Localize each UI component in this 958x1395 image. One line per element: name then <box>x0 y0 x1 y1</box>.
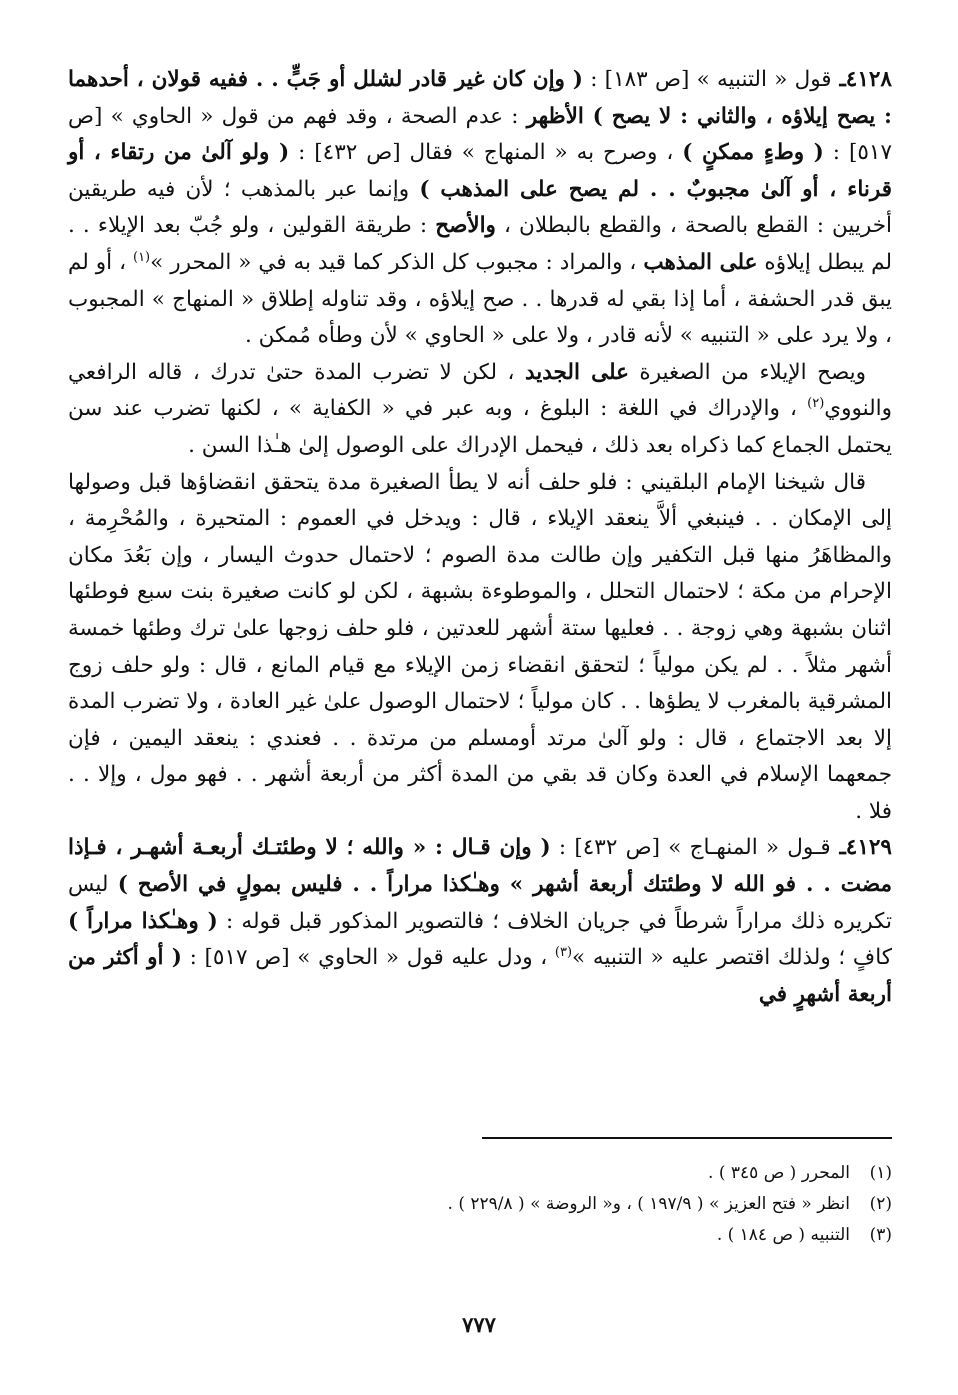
text-run: ليس تكريره ذلك مراراً شرطاً في جريان الخلاف ؛ فالتصوير المذكور قبل قوله : <box>68 872 892 934</box>
text-run: : عدم الصحة ، وقد فهم من قول « الحاوي » [ص ٥١٧] : <box>68 103 892 166</box>
bold-quote: على المذهب <box>643 249 758 275</box>
footnote-number: (٣) <box>869 1225 892 1245</box>
body-text <box>68 62 892 1013</box>
paragraph-4129 <box>68 830 892 1013</box>
bold-quote: على الجديد <box>524 359 629 385</box>
text-run: قـول « المنهـاج » [ص ٤٣٢] : <box>550 835 831 861</box>
footnotes <box>68 1158 892 1251</box>
text-run: وإنما عبر بالمذهب ؛ لأن فيه طريقين أخريين : القطع بالصحة ، والقطع بالبطلان ، <box>68 176 892 239</box>
footnote-ref: (٣) <box>554 945 573 961</box>
bold-quote: ( أو أكثر من أربعة أشهرٍ في <box>68 945 892 1007</box>
text-run: ، لكن لا تضرب المدة حتىٰ تدرك ، قاله الرافعي والنووي <box>68 359 892 422</box>
bold-quote: ( وإن كان غير قادر لشلل أو جَبٍّ . . ففيه قولان ، أحدهما : يصح إيلاؤه ، والثاني : لا يصح ) الأظهر <box>68 67 892 129</box>
bold-quote: ٤١٢٩ـ <box>830 835 892 861</box>
text-run: : طريقة القولين ، ولو جُبّ بعد الإيلاء . . لم يبطل إيلاؤه <box>68 213 892 275</box>
bold-quote: ( ولو آلىٰ من رتقاء ، أو قرناء ، أو آلىٰ مجبوبٌ . . لم يصح على المذهب ) <box>68 140 892 202</box>
text-run: قول « التنبيه » [ص ١٨٣] : <box>582 67 832 92</box>
footnote-number: (١) <box>869 1163 892 1183</box>
footnote-divider <box>482 1137 892 1139</box>
paragraph-4128 <box>68 62 892 355</box>
text-run: قال شيخنا الإمام البلقيني : فلو حلف أنه لا يطأ الصغيرة مدة يتحقق انقضاؤها قبل وصولها إلى الإمكان . . فينبغي ألاَّ ينعقد الإيلاء ، قال : ويدخل في العموم : المتحيرة ، والمُحْرِمة ، والمظاهَرُ منها قبل التكفير وإن طالت مدة الصوم ؛ لاحتمال حدوث اليسار ، وإن بَعُدَ مكان الإحرام من مكة ؛ لاحتمال التحلل ، والموطوءة بشبهة ، لكن لو كانت صغيرة بنت سبع فوطئها اثنان بشبهة وهي زوجة . . فعليها ستة أشهر للعدتين ، فلو حلف زوجها علىٰ ترك وطئها خمسة أشهر مثلاً . . لم يكن مولياً ؛ لتحقق انقضاء زمن الإيلاء مع قيام المانع ، قال : ولو حلف زوج المشرقية بالمغرب لا يطؤها . . كان مولياً ؛ لاحتمال الوصول علىٰ غير العادة ، ولا تضرب المدة إلا بعد الاجتماع ، قال : ولو آلىٰ مرتد أومسلم من مرتدة . . فعندي : ينعقد اليمين ، فإن جمعهما الإسلام في العدة وكان قد بقي من المدة أكثر من أربعة أشهر . . فهو مول ، وإلا . . فلا . <box>68 469 892 824</box>
text-run: ويصح الإيلاء من الصغيرة <box>628 359 866 385</box>
paragraph-minor-ila <box>68 355 892 465</box>
bold-quote: ( وإن قـال : « والله ؛ لا وطئتـك أربعـة أشهـر ، فـإذا مضت . . فو الله لا وطئتك أربعة أشهر » وهـٰكذا مراراً . . فليس بمولٍ في الأصح ) <box>68 835 892 898</box>
text-run: ، أو لم يبق قدر الحشفة ، أما إذا بقي له قدرها . . صح إيلاؤه ، وقد تناوله إطلاق « المنهاج » المجبوب ، ولا يرد على « التنبيه » لأنه قادر ، ولا على « الحاوي » لأن وطأه مُمكن . <box>68 249 892 349</box>
text-run: ، والمراد : مجبوب كل الذكر كما قيد به في « المحرر » <box>150 249 644 275</box>
footnote-item <box>68 1158 892 1189</box>
page-number: ٧٧٧ <box>462 1312 496 1337</box>
bold-quote: ٤١٢٨ـ <box>831 67 892 92</box>
footnote-ref: (٢) <box>807 396 825 412</box>
paragraph-bulqini <box>68 465 892 831</box>
text-run: ، ودل عليه قول « الحاوي » [ص ٥١٧] : <box>181 945 555 971</box>
text-run: كافٍ ؛ ولذلك اقتصر عليه « التنبيه » <box>572 945 892 971</box>
footnote-item <box>68 1189 892 1220</box>
footnote-item <box>68 1220 892 1251</box>
bold-quote: ( وهـٰكذا مراراً ) <box>68 908 218 934</box>
footnote-text: المحرر ( ص ٣٤٥ ) . <box>708 1163 850 1183</box>
footnote-ref: (١) <box>132 249 151 265</box>
bold-quote: ( وطءٍ ممكنٍ ) <box>682 140 824 166</box>
bold-quote: والأصح <box>435 213 496 239</box>
footnote-text: انظر « فتح العزيز » ( ١٩٧/٩ ) ، و« الروضة » ( ٢٢٩/٨ ) . <box>447 1194 850 1214</box>
footnote-number: (٢) <box>869 1194 892 1214</box>
footnote-text: التنبيه ( ص ١٨٤ ) . <box>716 1225 850 1245</box>
text-run: ، والإدراك في اللغة : البلوغ ، وبه عبر في « الكفاية » ، لكنها تضرب عند سن يحتمل الجماع كما ذكراه بعد ذلك ، فيحمل الإدراك على الوصول إلىٰ هـٰذا السن . <box>68 396 892 458</box>
text-run: ، وصرح به « المنهاج » فقال [ص ٤٣٢] : <box>289 140 683 166</box>
